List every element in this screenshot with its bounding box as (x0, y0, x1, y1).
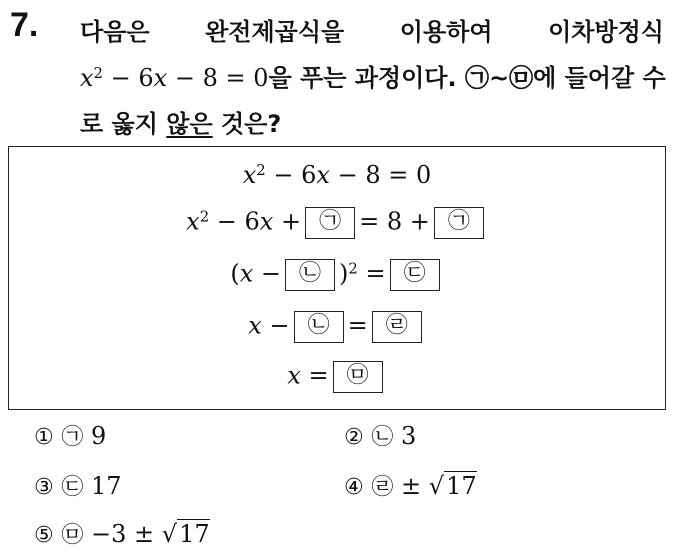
option-number: ③ (34, 475, 54, 500)
option-3[interactable] (34, 470, 122, 501)
option-4[interactable] (344, 470, 477, 501)
option-5[interactable] (34, 518, 210, 549)
sqrt-expression: √17 (428, 472, 477, 500)
option-value-prefix: −3 ± (91, 520, 162, 548)
equation-step-1: $x^2 - 6x - 8 = 0$ (242, 160, 432, 189)
option-number: ① (34, 425, 54, 450)
option-number: ⑤ (34, 523, 54, 548)
solution-process-box (8, 146, 666, 410)
radicand: 17 (179, 520, 210, 548)
question-text: 것은? (212, 110, 282, 138)
question-line-2 (80, 58, 666, 93)
option-symbol: ㉠ (61, 425, 84, 450)
option-value: 3 (401, 422, 417, 450)
question-line-1 (80, 12, 664, 47)
question-emphasis: 않은 (166, 110, 213, 138)
equation-step-3: (x − ㉡ )$^2$ = ㉢ (9, 259, 665, 291)
option-number: ② (344, 425, 364, 450)
equation-step-2: $x^2 - 6x$ + ㉠ = 8 + ㉠ (9, 207, 665, 239)
option-symbol: ㉤ (61, 523, 84, 548)
option-symbol: ㉡ (371, 425, 394, 450)
question-number: 7. (10, 6, 39, 44)
blank-b: ㉡ (285, 259, 335, 291)
question-word: 완전제곱식을 (205, 18, 345, 46)
option-1[interactable] (34, 420, 106, 451)
option-symbol: ㉢ (61, 475, 84, 500)
option-value-prefix: ± (401, 472, 429, 500)
option-symbol: ㉣ (371, 475, 394, 500)
blank-b: ㉡ (294, 311, 344, 343)
sqrt-expression: √17 (161, 520, 210, 548)
equation-step-4: x − ㉡ = ㉣ (9, 311, 665, 343)
question-line-3 (80, 104, 281, 139)
equation-step-5: x = ㉤ (9, 361, 665, 393)
blank-a: ㉠ (305, 207, 355, 239)
question-text: 을 푸는 과정이다. ㉠~㉤에 들어갈 수 (268, 64, 666, 92)
question-text: 로 옳지 (80, 110, 167, 138)
question-word: 이용하여 (399, 18, 493, 46)
radicand: 17 (446, 472, 477, 500)
option-value: 17 (91, 472, 122, 500)
option-number: ④ (344, 475, 364, 500)
question-word: 이차방정식 (548, 18, 664, 46)
option-2[interactable] (344, 420, 416, 451)
blank-e: ㉤ (333, 361, 383, 393)
equation-inline: $x^2 - 6x - 8 = 0$ (80, 63, 269, 92)
blank-c: ㉢ (390, 259, 440, 291)
option-value: 9 (91, 422, 107, 450)
question-word: 다음은 (80, 18, 150, 46)
blank-d: ㉣ (372, 311, 422, 343)
blank-a: ㉠ (434, 207, 484, 239)
